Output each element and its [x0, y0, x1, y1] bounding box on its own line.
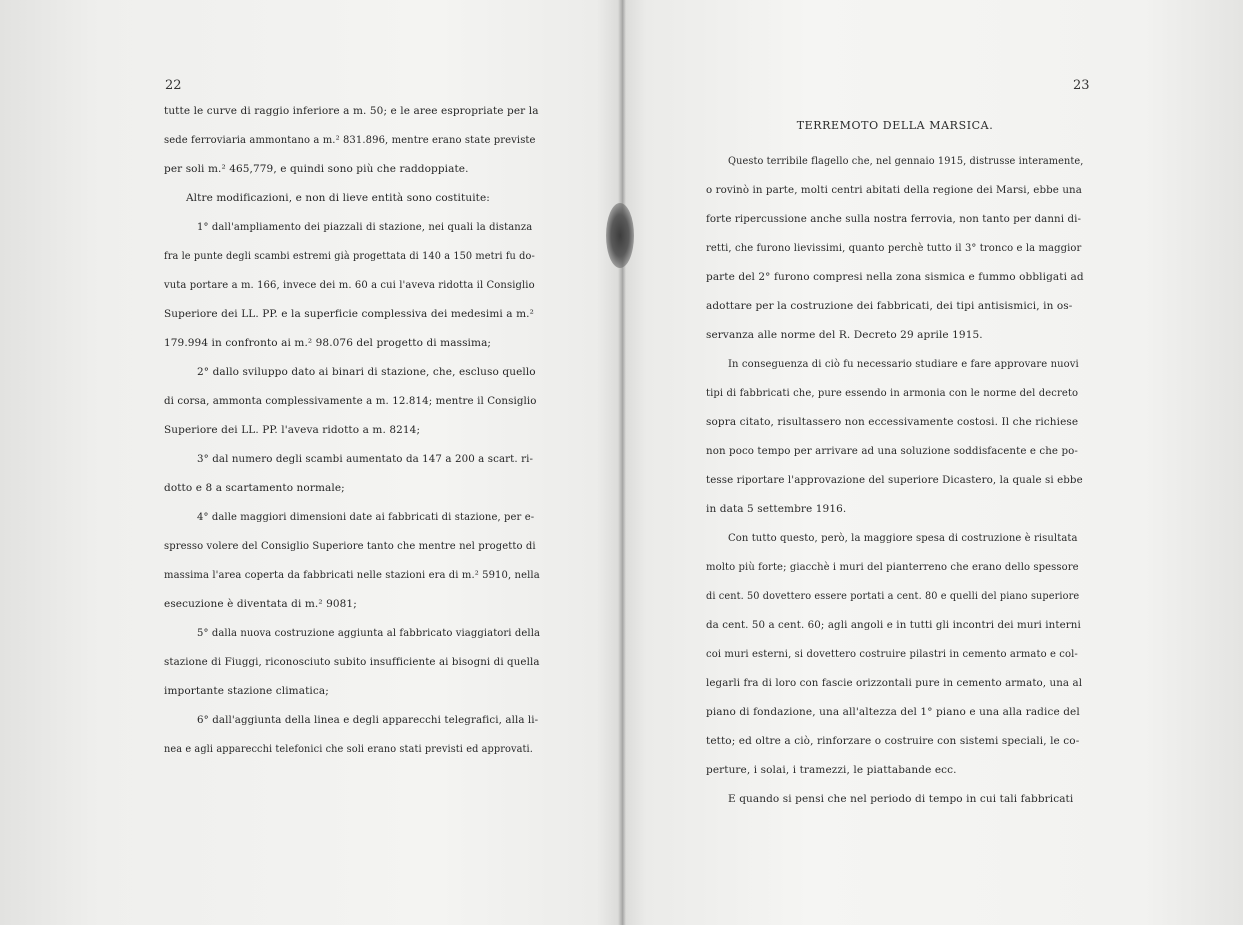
text-line: legarli fra di loro con fascie orizzontali pure in cemento armato, una al [706, 677, 1083, 689]
text-line: tipi di fabbricati che, pure essendo in armonia con le norme del decreto [706, 388, 1079, 399]
page-number: 23 [1073, 78, 1090, 93]
text-line: stazione di Fiuggi, riconosciuto subito insufficiente ai bisogni di quella [164, 656, 540, 668]
text-line: tetto; ed oltre a ciò, rinforzare o costruire con sistemi speciali, le co- [706, 735, 1080, 747]
text-line: per soli m.² 465,779, e quindi sono più che raddoppiate. [164, 163, 469, 175]
text-line: di cent. 50 dovettero essere portati a cent. 80 e quelli del piano superiore [706, 591, 1080, 602]
text-line: Superiore dei LL. PP. l'aveva ridotto a m. 8214; [164, 424, 421, 436]
left-page [0, 0, 621, 925]
text-line: perture, i solai, i tramezzi, le piattabande ecc. [706, 764, 957, 776]
section-title: TERREMOTO DELLA MARSICA. [796, 119, 994, 132]
text-line: parte del 2° furono compresi nella zona sismica e fummo obbligati ad [706, 271, 1084, 283]
text-line: tutte le curve di raggio inferiore a m. 50; e le aree espropriate per la [164, 105, 539, 117]
text-line: in data 5 settembre 1916. [706, 503, 847, 515]
text-line: Con tutto questo, però, la maggiore spesa di costruzione è risultata [728, 533, 1078, 544]
text-line: 179.994 in confronto ai m.² 98.076 del progetto di massima; [164, 337, 492, 349]
text-line: nea e agli apparecchi telefonici che soli erano stati previsti ed approvati. [164, 744, 533, 755]
text-line: fra le punte degli scambi estremi già progettata di 140 a 150 metri fu do- [164, 251, 535, 262]
text-line: tesse riportare l'approvazione del superiore Dicastero, la quale si ebbe [706, 474, 1083, 486]
text-line: 2° dallo sviluppo dato ai binari di stazione, che, escluso quello [197, 366, 536, 378]
text-line: 4° dalle maggiori dimensioni date ai fabbricati di stazione, per e- [197, 512, 535, 523]
text-line: 1° dall'ampliamento dei piazzali di stazione, nei quali la distanza [197, 222, 533, 233]
text-line: E quando si pensi che nel periodo di tempo in cui tali fabbricati [728, 793, 1074, 805]
text-line: In conseguenza di ciò fu necessario studiare e fare approvare nuovi [728, 359, 1079, 370]
right-page-text [706, 111, 1084, 814]
text-line: di corsa, ammonta complessivamente a m. 12.814; mentre il Consiglio [164, 395, 537, 407]
text-line: 6° dall'aggiunta della linea e degli apparecchi telegrafici, alla li- [197, 714, 539, 726]
text-line: retti, che furono lievissimi, quanto perchè tutto il 3° tronco e la maggior [706, 243, 1082, 254]
text-line: 3° dal numero degli scambi aumentato da 147 a 200 a scart. ri- [197, 453, 534, 465]
text-line: 5° dalla nuova costruzione aggiunta al fabbricato viaggiatori della [197, 628, 541, 639]
text-line: da cent. 50 a cent. 60; agli angoli e in tutti gli incontri dei muri interni [706, 619, 1081, 631]
text-line: o rovinò in parte, molti centri abitati della regione dei Marsi, ebbe una [706, 184, 1082, 196]
text-line: Questo terribile flagello che, nel gennaio 1915, distrusse interamente, [728, 156, 1084, 167]
right-page [624, 0, 1243, 925]
text-line: importante stazione climatica; [164, 685, 329, 697]
text-line: piano di fondazione, una all'altezza del 1° piano e una alla radice del [706, 706, 1080, 718]
text-line: massima l'area coperta da fabbricati nelle stazioni era di m.² 5910, nella [164, 570, 540, 581]
text-line: Superiore dei LL. PP. e la superficie complessiva dei medesimi a m.² [164, 308, 534, 320]
text-line: spresso volere del Consiglio Superiore tanto che mentre nel progetto di [164, 541, 536, 552]
text-line: molto più forte; giacchè i muri del pianterreno che erano dello spessore [706, 562, 1079, 573]
text-line: dotto e 8 a scartamento normale; [164, 482, 345, 494]
text-line: non poco tempo per arrivare ad una soluzione soddisfacente e che po- [706, 445, 1078, 457]
text-line: servanza alle norme del R. Decreto 29 aprile 1915. [706, 329, 983, 341]
text-line: coi muri esterni, si dovettero costruire pilastri in cemento armato e col- [706, 649, 1078, 660]
text-line: forte ripercussione anche sulla nostra ferrovia, non tanto per danni di- [706, 213, 1082, 225]
text-line: Altre modificazioni, e non di lieve entità sono costituite: [186, 192, 490, 204]
text-line: esecuzione è diventata di m.² 9081; [164, 598, 357, 610]
text-line: adottare per la costruzione dei fabbricati, dei tipi antisismici, in os- [706, 300, 1073, 312]
text-line: sopra citato, risultassero non eccessivamente costosi. Il che richiese [706, 416, 1079, 428]
text-line: sede ferroviaria ammontano a m.² 831.896, mentre erano state previste [164, 135, 536, 146]
text-line: vuta portare a m. 166, invece dei m. 60 a cui l'aveva ridotta il Consiglio [164, 280, 535, 291]
page-number: 22 [165, 78, 182, 93]
left-page-text [164, 97, 540, 764]
